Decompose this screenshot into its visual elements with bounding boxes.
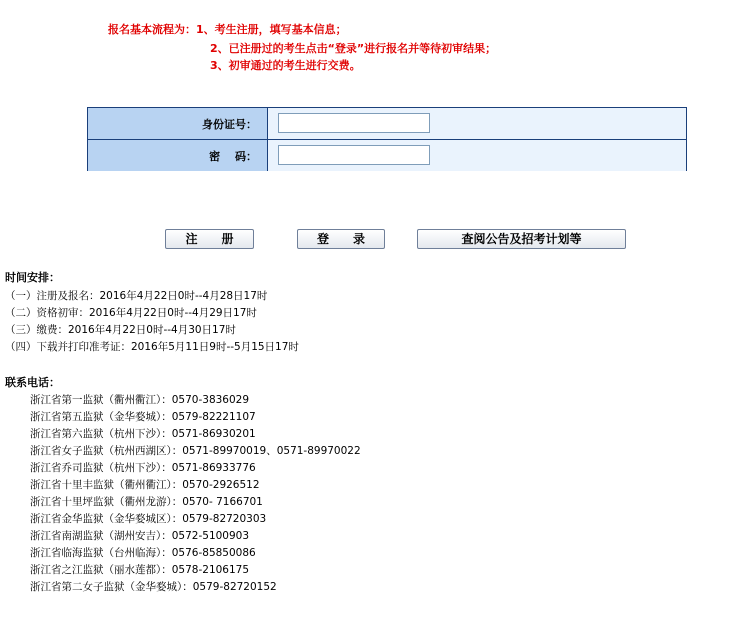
contact-item: 浙江省第二女子监狱（金华婺城）：0579-82720152 bbox=[30, 581, 277, 593]
id-number-label: 身份证号： bbox=[202, 118, 257, 131]
password-row bbox=[88, 139, 686, 171]
notice-line-1: 报名基本流程为：1、考生注册，填写基本信息； bbox=[108, 23, 347, 36]
notice-line-3: 3、初审通过的考生进行交费。 bbox=[210, 59, 361, 72]
contact-item: 浙江省金华监狱（金华婺城区）：0579-82720303 bbox=[30, 513, 267, 525]
contact-item: 浙江省第六监狱（杭州下沙）：0571-86930201 bbox=[30, 428, 256, 440]
contact-item: 浙江省第一监狱（衢州衢江）：0570-3836029 bbox=[30, 394, 250, 406]
contact-item: 浙江省十里坪监狱（衢州龙游）：0570- 7166701 bbox=[30, 496, 263, 508]
schedule-item: （三）缴费：2016年4月22日0时--4月30日17时 bbox=[5, 324, 236, 336]
contact-item: 浙江省乔司监狱（杭州下沙）：0571-86933776 bbox=[30, 462, 256, 474]
login-form bbox=[87, 107, 687, 171]
schedule-title: 时间安排： bbox=[5, 271, 60, 284]
contact-item: 浙江省南湖监狱（湖州安吉）：0572-5100903 bbox=[30, 530, 250, 542]
contact-item: 浙江省之江监狱（丽水莲都）：0578-2106175 bbox=[30, 564, 250, 576]
contact-item: 浙江省第五监狱（金华婺城）：0579-82221107 bbox=[30, 411, 256, 423]
id-number-input[interactable] bbox=[278, 113, 430, 133]
contact-item: 浙江省临海监狱（台州临海）：0576-85850086 bbox=[30, 547, 256, 559]
schedule-item: （四）下载并打印准考证：2016年5月11日9时--5月15日17时 bbox=[5, 341, 299, 353]
password-label-cell bbox=[88, 140, 268, 171]
password-input[interactable] bbox=[278, 145, 430, 165]
view-announcements-button[interactable]: 查阅公告及招考计划等 bbox=[417, 229, 626, 249]
schedule-item: （二）资格初审：2016年4月22日0时--4月29日17时 bbox=[5, 307, 257, 319]
schedule-item: （一）注册及报名：2016年4月22日0时--4月28日17时 bbox=[5, 290, 268, 302]
contact-item: 浙江省十里丰监狱（衢州衢江）：0570-2926512 bbox=[30, 479, 260, 491]
notice-line-2: 2、已注册过的考生点击“登录”进行报名并等待初审结果； bbox=[210, 42, 497, 55]
contacts-title: 联系电话： bbox=[5, 376, 60, 389]
id-number-label-cell bbox=[88, 108, 268, 139]
contact-item: 浙江省女子监狱（杭州西湖区）：0571-89970019、0571-89970022 bbox=[30, 445, 361, 457]
id-number-row bbox=[88, 108, 686, 139]
password-label: 密 码： bbox=[209, 150, 257, 163]
register-button[interactable]: 注 册 bbox=[165, 229, 254, 249]
id-number-value-cell bbox=[268, 108, 686, 139]
login-button[interactable]: 登 录 bbox=[297, 229, 385, 249]
password-value-cell bbox=[268, 140, 686, 171]
